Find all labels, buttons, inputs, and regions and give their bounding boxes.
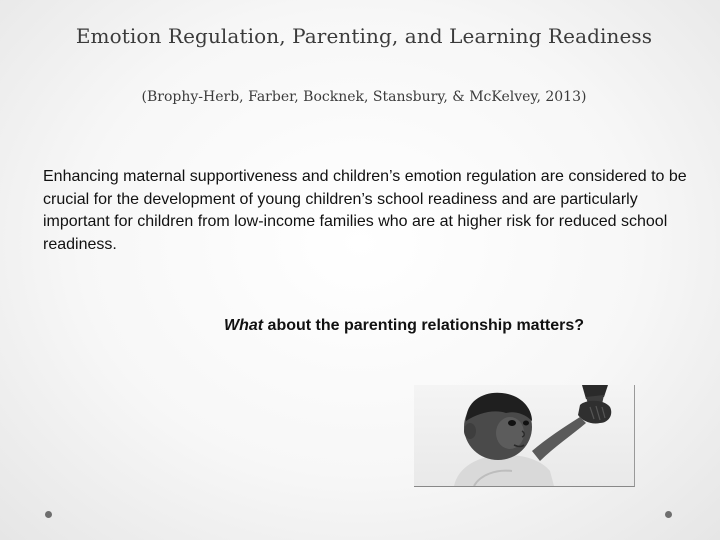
slide-title: Emotion Regulation, Parenting, and Learning Readiness xyxy=(75,24,653,48)
photo-illustration xyxy=(414,385,634,486)
body-paragraph: Enhancing maternal supportiveness and children’s emotion regulation are considered to be crucial for the development of young children’s school readiness and are particularly important for children from low-income families who are at higher risk for reduced school readiness. xyxy=(43,168,687,253)
child-arm xyxy=(532,417,586,461)
bullet-dot-left xyxy=(45,511,52,518)
question-emphasis: What xyxy=(224,317,264,334)
bullet-dot-right xyxy=(665,511,672,518)
child-ear xyxy=(464,423,476,439)
child-eye xyxy=(508,420,516,426)
question-rest: about the parenting relationship matters? xyxy=(263,317,585,334)
child-holding-parent-hand-photo xyxy=(414,385,635,487)
citation: (Brophy-Herb, Farber, Bocknek, Stansbury, & McKelvey, 2013) xyxy=(141,89,587,105)
question-text xyxy=(224,317,644,335)
